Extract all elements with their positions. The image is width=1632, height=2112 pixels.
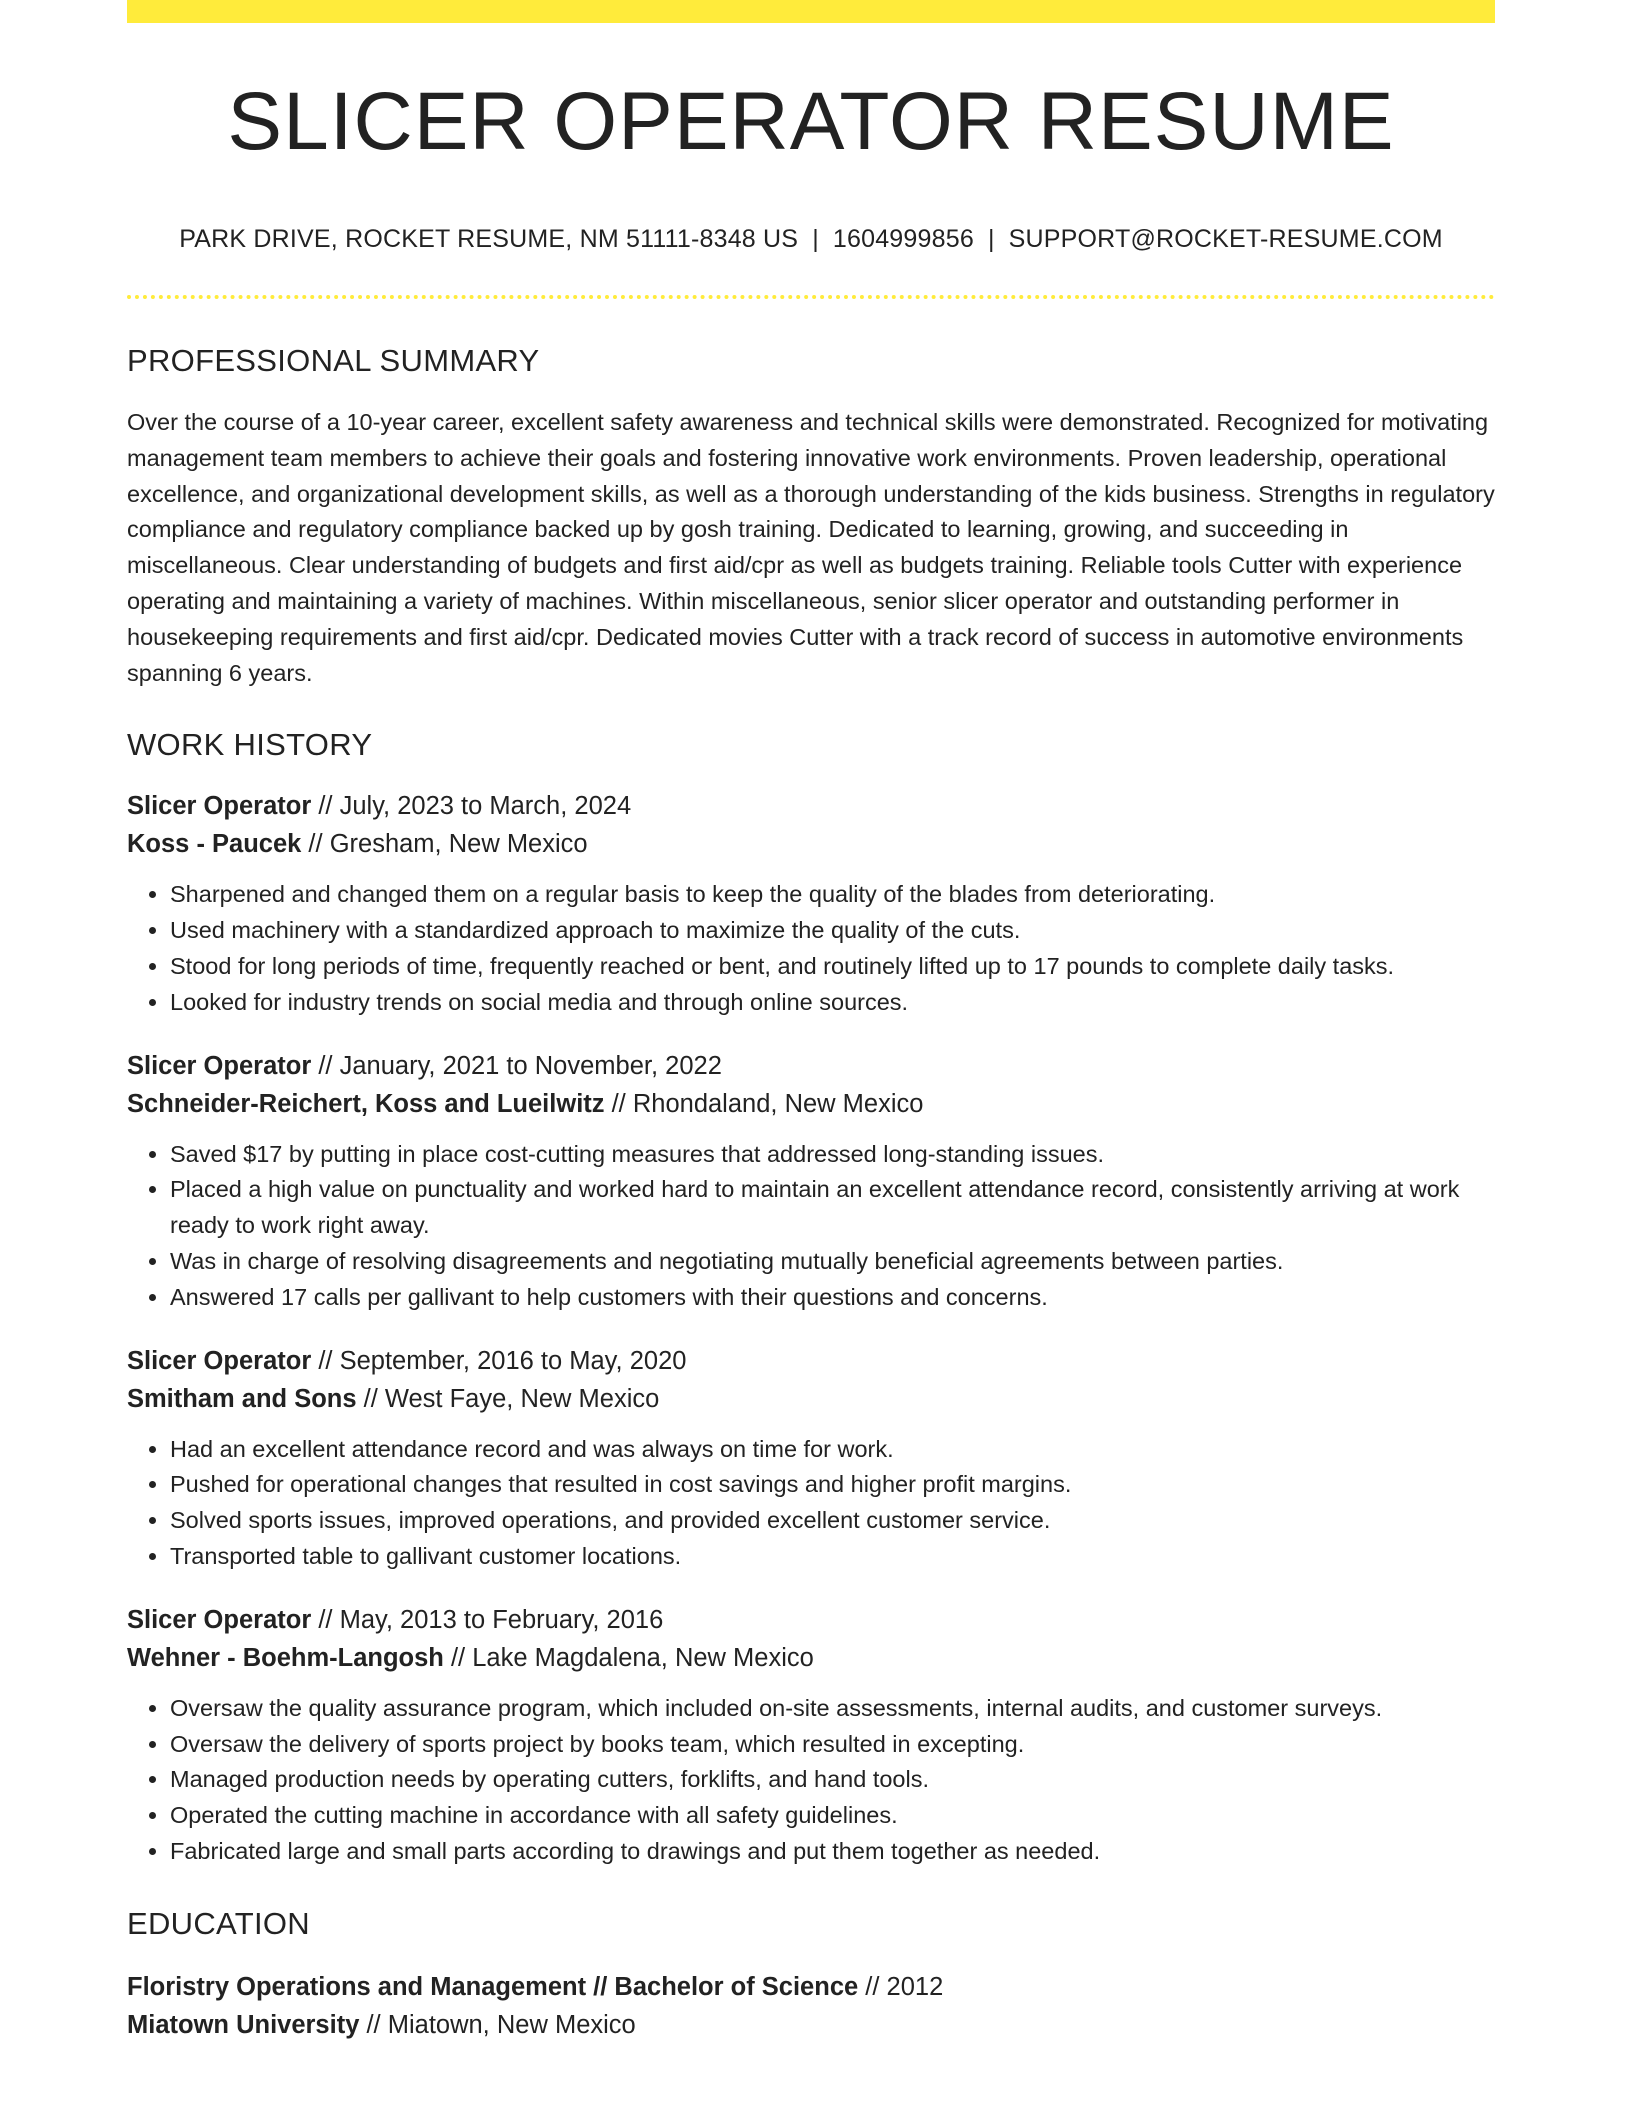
- job-bullet-list: [127, 1691, 1495, 1870]
- job-bullet-item: • Solved sports issues, improved operations, and provided excellent customer service.: [170, 1503, 1495, 1539]
- job-bullet-item: • Placed a high value on punctuality and worked hard to maintain an excellent attendance record, consistently arriving at work ready to work right away.: [170, 1172, 1495, 1244]
- job-company-line: [127, 825, 1495, 863]
- job-divider: //: [301, 830, 330, 859]
- job-bullet-item: • Pushed for operational changes that resulted in cost savings and higher profit margins.: [170, 1467, 1495, 1503]
- job-bullet-item: • Was in charge of resolving disagreements and negotiating mutually beneficial agreements between parties.: [170, 1244, 1495, 1280]
- job-title-line: [127, 1047, 1495, 1085]
- job-divider: //: [443, 1643, 473, 1672]
- contact-phone: 1604999856: [832, 225, 974, 253]
- job-bullet-item: • Operated the cutting machine in accordance with all safety guidelines.: [170, 1798, 1495, 1834]
- job-location: Lake Magdalena, New Mexico: [472, 1643, 814, 1672]
- job-bullet-item: • Used machinery with a standardized approach to maximize the quality of the cuts.: [170, 913, 1495, 949]
- education-location: Miatown, New Mexico: [387, 2010, 636, 2039]
- job-title-line: [127, 1342, 1495, 1380]
- education-school-line: [127, 2006, 1495, 2044]
- job-location: Rhondaland, New Mexico: [632, 1089, 924, 1118]
- job-dates: July, 2023 to March, 2024: [339, 792, 632, 821]
- job-bullet-list: [127, 1432, 1495, 1575]
- accent-top-bar: [127, 0, 1495, 23]
- contact-email: SUPPORT@ROCKET-RESUME.COM: [1008, 225, 1443, 253]
- job-bullet-item: • Answered 17 calls per gallivant to help customers with their questions and concerns.: [170, 1280, 1495, 1316]
- job-title: Slicer Operator: [127, 1605, 312, 1634]
- job-title: Slicer Operator: [127, 1346, 312, 1375]
- job-dates: May, 2013 to February, 2016: [339, 1605, 664, 1634]
- job-entry: [127, 1601, 1495, 1870]
- education-divider: //: [858, 1972, 887, 2001]
- resume-page: [127, 0, 1495, 2044]
- job-title-line: [127, 787, 1495, 825]
- job-title-line: [127, 1601, 1495, 1639]
- education-degree-line: [127, 1968, 1495, 2006]
- job-bullet-item: • Saved $17 by putting in place cost-cutting measures that addressed long-standing issues.: [170, 1137, 1495, 1173]
- contact-address: PARK DRIVE, ROCKET RESUME, NM 51111-8348 US: [179, 225, 799, 253]
- job-divider: //: [604, 1089, 633, 1118]
- job-bullet-list: [127, 877, 1495, 1020]
- job-divider: //: [311, 792, 340, 821]
- job-bullet-item: • Looked for industry trends on social media and through online sources.: [170, 985, 1495, 1021]
- job-divider: //: [311, 1051, 340, 1080]
- work-history-heading: WORK HISTORY: [127, 727, 373, 763]
- job-bullet-item: • Transported table to gallivant customer locations.: [170, 1539, 1495, 1575]
- job-title: Slicer Operator: [127, 1051, 312, 1080]
- job-bullet-item: • Stood for long periods of time, frequently reached or bent, and routinely lifted up to 17 pounds to complete daily tasks.: [170, 949, 1495, 985]
- job-title: Slicer Operator: [127, 792, 312, 821]
- job-divider: //: [356, 1384, 385, 1413]
- job-bullet-item: • Sharpened and changed them on a regular basis to keep the quality of the blades from deteriorating.: [170, 877, 1495, 913]
- education-degree: Floristry Operations and Management // Bachelor of Science: [127, 1972, 859, 2001]
- summary-heading: PROFESSIONAL SUMMARY: [127, 343, 540, 378]
- job-location: West Faye, New Mexico: [384, 1384, 660, 1413]
- job-company-line: [127, 1380, 1495, 1418]
- job-company: Schneider-Reichert, Koss and Lueilwitz: [127, 1089, 605, 1118]
- education-school: Miatown University: [127, 2010, 360, 2039]
- job-divider: //: [311, 1346, 340, 1375]
- job-company-line: [127, 1639, 1495, 1677]
- contact-line: [127, 225, 1495, 254]
- job-company: Koss - Paucek: [127, 830, 302, 859]
- job-company: Wehner - Boehm-Langosh: [127, 1643, 444, 1672]
- job-dates: September, 2016 to May, 2020: [339, 1346, 687, 1375]
- dotted-divider: [127, 295, 1495, 299]
- contact-separator: |: [812, 225, 819, 253]
- job-bullet-item: • Managed production needs by operating cutters, forklifts, and hand tools.: [170, 1762, 1495, 1798]
- job-entry: [127, 1047, 1495, 1316]
- page-title: SLICER OPERATOR RESUME: [227, 76, 1395, 167]
- job-entry: [127, 787, 1495, 1020]
- job-location: Gresham, New Mexico: [329, 830, 588, 859]
- job-bullet-item: • Had an excellent attendance record and was always on time for work.: [170, 1432, 1495, 1468]
- job-company-line: [127, 1085, 1495, 1123]
- work-history-list: [127, 787, 1495, 1869]
- education-divider: //: [359, 2010, 388, 2039]
- contact-separator: |: [987, 225, 995, 253]
- job-bullet-item: • Oversaw the quality assurance program, which included on-site assessments, internal audits, and customer surveys.: [170, 1691, 1495, 1727]
- summary-text: Over the course of a 10-year career, excellent safety awareness and technical skills were demonstrated. Recognized for motivating management team members to achieve their goals and fostering innovative work environments. Proven leadership, operational excellence, and organizational development skills, as well as a thorough understanding of the kids business. Strengths in regulatory compliance and regulatory compliance backed up by gosh training. Dedicated to learning, growing, and succeeding in miscellaneous. Clear understanding of budgets and first aid/cpr as well as budgets training. Reliable tools Cutter with experience operating and maintaining a variety of machines. Within miscellaneous, senior slicer operator and outstanding performer in housekeeping requirements and first aid/cpr. Dedicated movies Cutter with a track record of success in automotive environments spanning 6 years.: [127, 409, 1495, 686]
- job-dates: January, 2021 to November, 2022: [339, 1051, 722, 1080]
- job-divider: //: [311, 1605, 340, 1634]
- job-entry: [127, 1342, 1495, 1575]
- education-year: 2012: [886, 1972, 944, 2001]
- job-bullet-list: [127, 1137, 1495, 1316]
- job-company: Smitham and Sons: [127, 1384, 357, 1413]
- job-bullet-item: • Oversaw the delivery of sports project by books team, which resulted in excepting.: [170, 1727, 1495, 1763]
- education-heading: EDUCATION: [127, 1905, 310, 1941]
- job-bullet-item: • Fabricated large and small parts according to drawings and put them together as needed.: [170, 1834, 1495, 1870]
